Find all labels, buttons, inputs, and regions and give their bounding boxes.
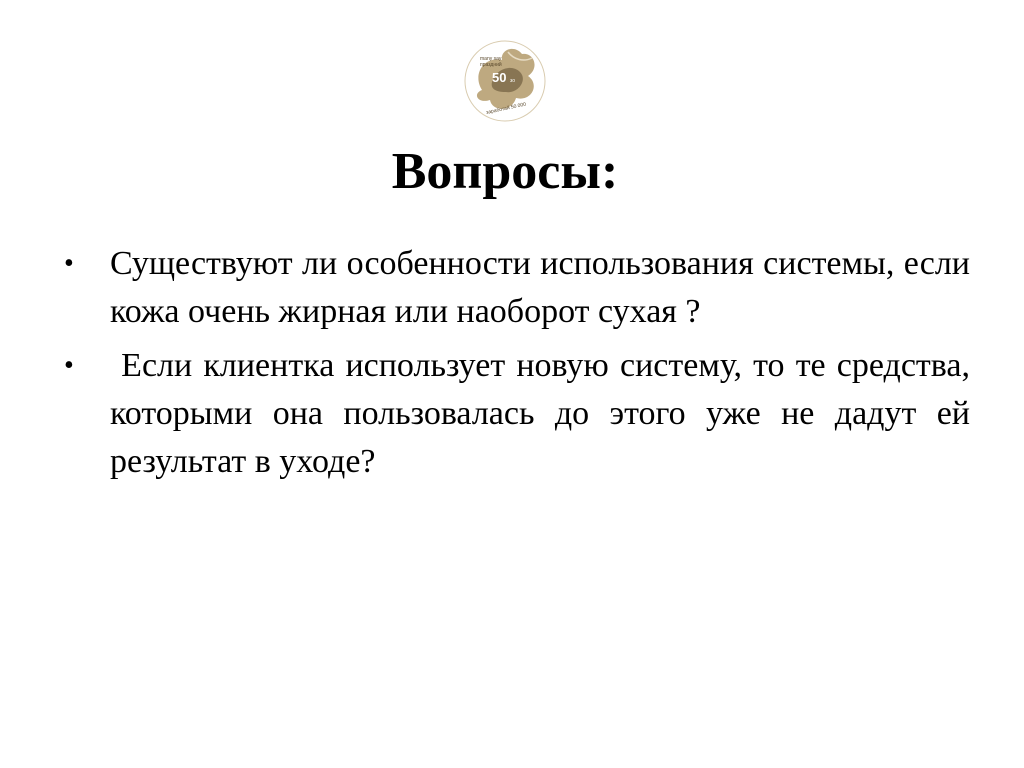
gold-leaf-50-logo-icon — [462, 38, 548, 124]
logo-text-top: many say — [480, 56, 502, 62]
bullet-marker: • — [64, 248, 74, 279]
bullet-marker: • — [64, 350, 74, 381]
logo-text-bottom: заработай 50 000 — [485, 101, 527, 116]
logo — [462, 38, 548, 124]
bullet-text: Существуют ли особенности использования системы, если кожа очень жирная или наоборот сухая ? — [110, 245, 970, 330]
bullet-text: Если клиентка использует новую систему, то те средства, которыми она пользовалась до этого уже не дадут ей результат в уходе? — [110, 347, 979, 480]
bullet-list — [64, 240, 979, 492]
logo-text-top-2: праздний — [480, 62, 502, 68]
bullet-item — [64, 342, 979, 486]
logo-number: 50 — [492, 70, 507, 85]
logo-number-suffix: зо — [510, 78, 516, 84]
bullet-item — [64, 240, 970, 336]
slide-title: Вопросы: — [391, 143, 619, 200]
